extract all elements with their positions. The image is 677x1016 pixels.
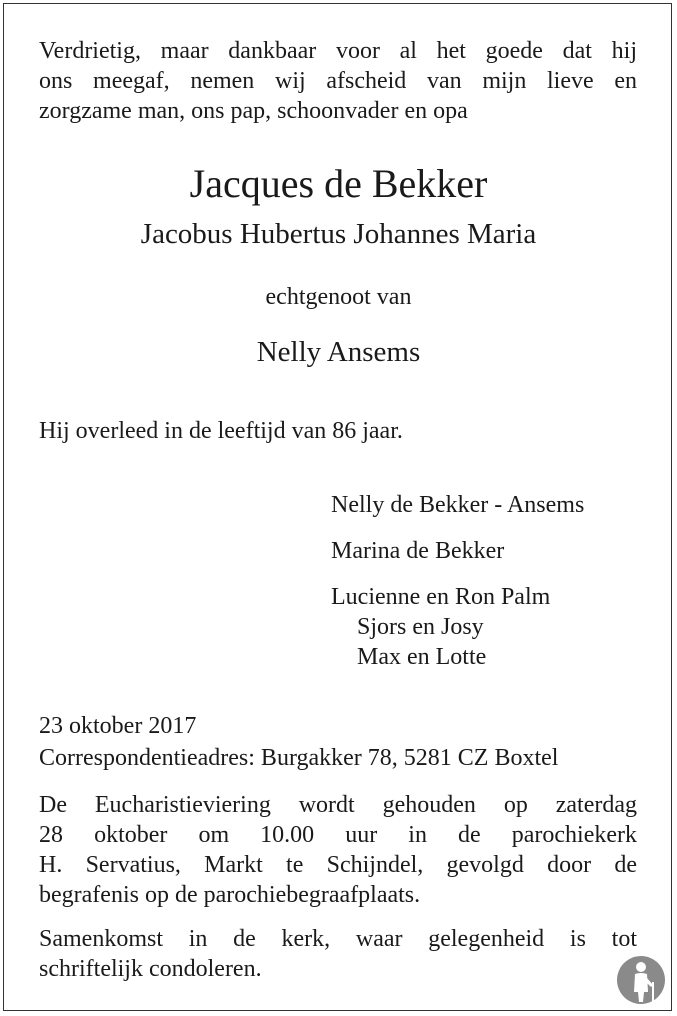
service-line: 28 oktober om 10.00 uur in de parochiekerk (39, 822, 637, 848)
family-member: Lucienne en Ron Palm (331, 584, 551, 610)
intro-paragraph (39, 36, 637, 126)
service-line: H. Servatius, Markt te Schijndel, gevolgd door de (39, 852, 637, 878)
intro-line: Verdrietig, maar dankbaar voor al het goede dat hij (39, 38, 637, 64)
gathering-line: Samenkomst in de kerk, waar gelegenheid is tot (39, 926, 637, 952)
age-statement: Hij overleed in de leeftijd van 86 jaar. (39, 418, 403, 444)
service-line: De Eucharistieviering wordt gehouden op zaterdag (39, 792, 637, 818)
spouse-relation: echtgenoot van (265, 284, 412, 310)
mourning-figure-icon (616, 952, 666, 1008)
service-paragraph (39, 790, 637, 910)
family-grandchildren (331, 642, 486, 672)
grandchildren-names: Max en Lotte (357, 644, 487, 670)
correspondence-address: Correspondentieadres: Burgakker 78, 5281 CZ Boxtel (39, 745, 559, 771)
family-member: Marina de Bekker (331, 538, 505, 564)
deceased-full-name: Jacobus Hubertus Johannes Maria (140, 218, 537, 250)
gathering-paragraph (39, 924, 637, 984)
announcement-date: 23 oktober 2017 (39, 713, 197, 739)
family-grandchildren (331, 612, 484, 642)
family-member: Nelly de Bekker - Ansems (331, 492, 585, 518)
intro-line: ons meegaf, nemen wij afscheid van mijn lieve en (39, 68, 637, 94)
grandchildren-names: Sjors en Josy (357, 614, 484, 640)
spouse-name: Nelly Ansems (256, 336, 421, 368)
gathering-line: schriftelijk condoleren. (39, 956, 262, 982)
service-line: begrafenis op de parochiebegraafplaats. (39, 882, 421, 908)
deceased-name: Jacques de Bekker (189, 161, 488, 206)
intro-line: zorgzame man, ons pap, schoonvader en opa (39, 98, 468, 124)
